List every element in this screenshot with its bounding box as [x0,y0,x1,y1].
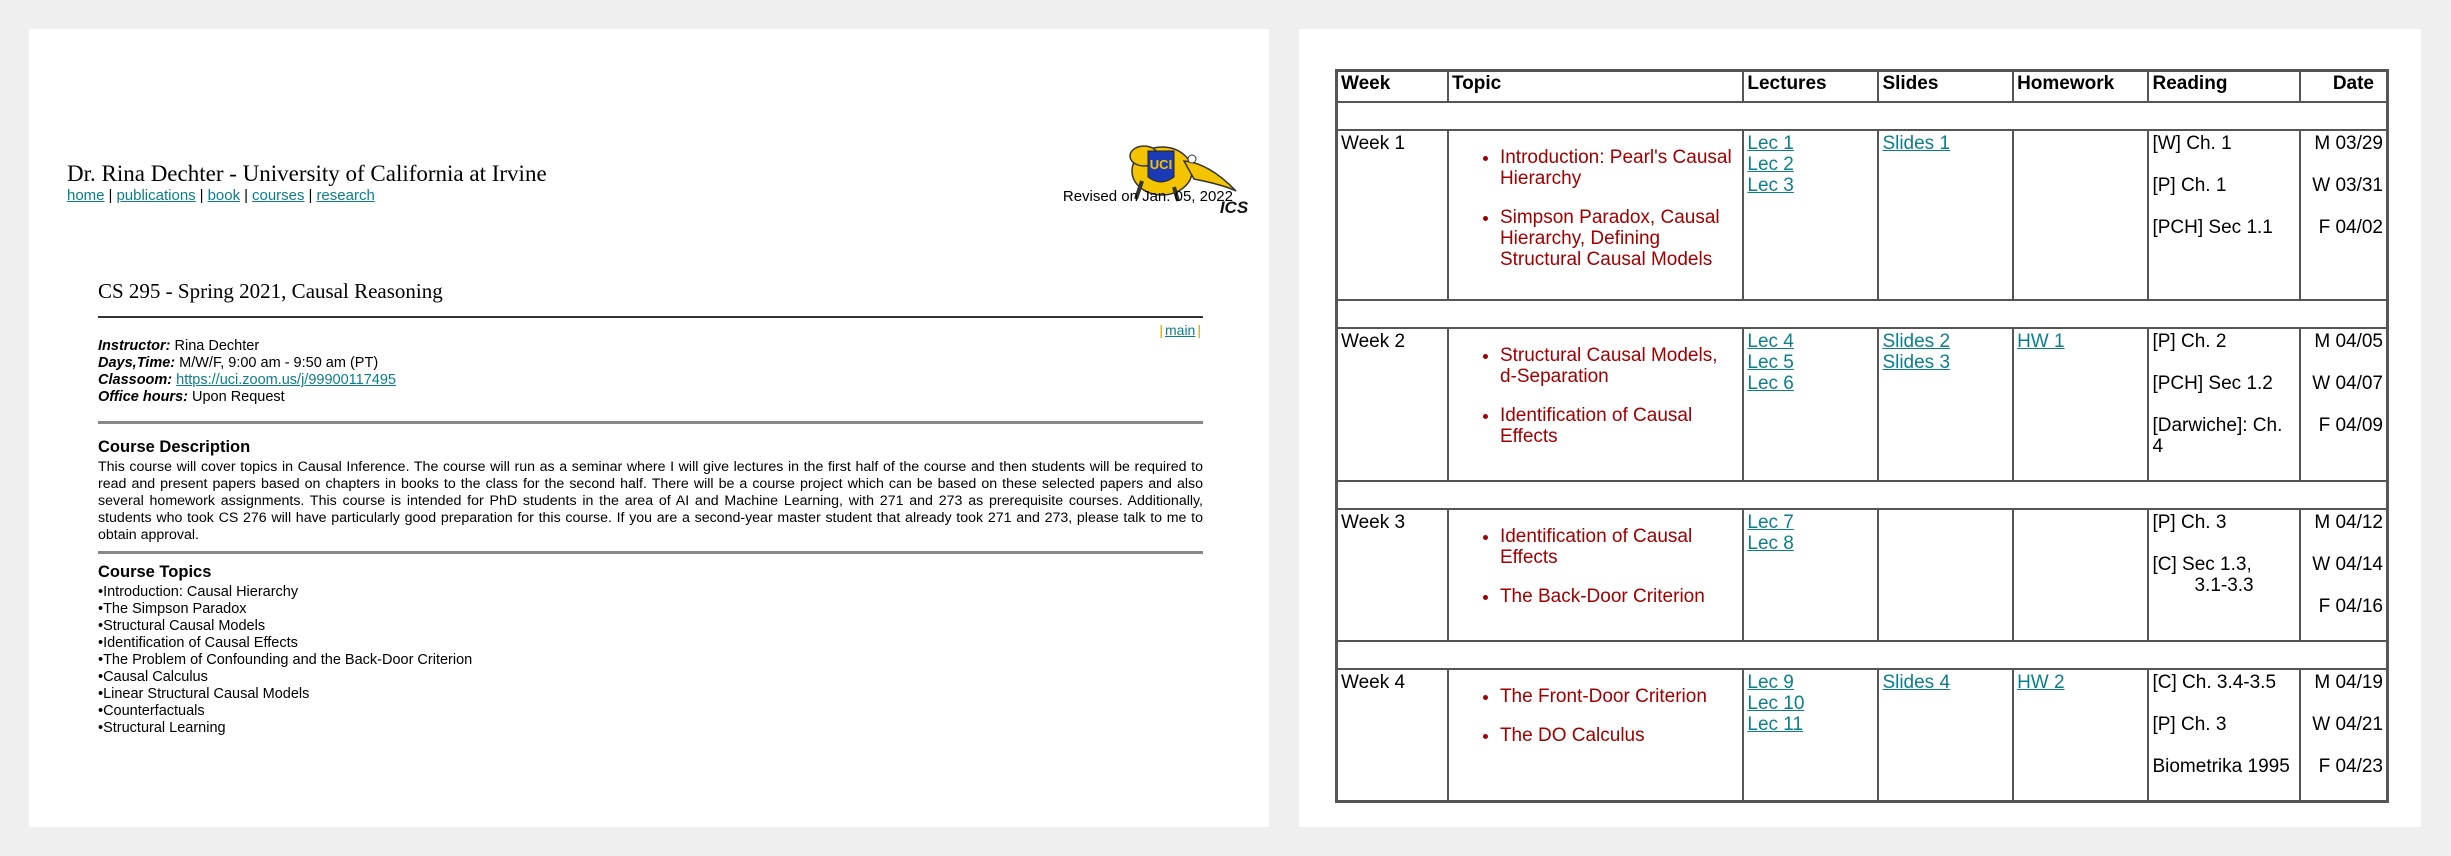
topic-item: • Linear Structural Causal Models [98,686,472,703]
topic-item: • Identification of Causal Effects [1500,526,1739,568]
description-heading: Course Description [98,438,251,456]
slides-link[interactable]: Slides 2 [1882,331,1951,352]
topics-heading: Course Topics [98,563,212,581]
lecture-link[interactable]: Lec 6 [1747,373,1794,394]
slides-link[interactable]: Slides 3 [1882,352,1951,373]
lecture-link[interactable]: Lec 7 [1747,512,1794,533]
schedule-page [1299,29,2421,827]
topic-cell [1448,328,1743,481]
table-row [1337,669,2387,801]
date-cell [2300,669,2387,801]
homework-cell [2013,328,2148,481]
office-hours-value: Upon Request [192,389,285,405]
date-item: M 04/19 [2314,672,2383,693]
lecture-link[interactable]: Lec 1 [1747,133,1794,154]
nav-courses-link[interactable]: courses [252,187,305,204]
lecture-link[interactable]: Lec 11 [1747,714,1804,735]
week-cell: Week 2 [1337,328,1448,481]
schedule-table [1335,69,2389,803]
course-description [98,438,1203,544]
slides-cell [1878,509,2013,641]
office-hours-label: Office hours: [98,389,188,405]
reading-item: Biometrika 1995 [2152,756,2290,777]
divider [98,421,1203,424]
header-date: Date [2300,71,2387,102]
divider [98,551,1203,554]
date-item: W 04/07 [2312,373,2383,394]
reading-item: [PCH] Sec 1.2 [2152,373,2273,394]
table-row [1337,130,2387,300]
topic-item: • Structural Causal Models [98,618,472,635]
lectures-cell [1743,130,1878,300]
date-cell [2300,130,2387,300]
reading-item: [C] Sec 1.3, [2152,554,2252,575]
lecture-link[interactable]: Lec 8 [1747,533,1794,554]
date-item: W 04/14 [2312,554,2383,575]
lecture-link[interactable]: Lec 3 [1747,175,1794,196]
reading-item: [P] Ch. 3 [2152,714,2227,735]
nav-home-link[interactable]: home [67,187,105,204]
site-nav: home | publications | book | courses | research [67,187,375,204]
instructor-value: Rina Dechter [174,338,260,354]
topic-item: • Structural Learning [98,720,472,737]
week-cell: Week 1 [1337,130,1448,300]
lectures-cell [1743,669,1878,801]
header-week: Week [1337,71,1448,102]
header-slides: Slides [1878,71,2013,102]
classroom-label: Classoom: [98,372,173,388]
slides-cell [1878,669,2013,801]
site-title: Dr. Rina Dechter - University of California at Irvine [67,161,547,186]
topic-item: • The DO Calculus [1500,725,1739,746]
nav-book-link[interactable]: book [207,187,241,204]
logo-sub-text: ICS [1219,198,1249,217]
course-topics [98,563,472,737]
divider [98,316,1203,318]
date-item: W 04/21 [2312,714,2383,735]
spacer-row [1337,300,2387,328]
lecture-link[interactable]: Lec 2 [1747,154,1794,175]
reading-cell [2148,669,2299,801]
reading-item: [P] Ch. 3 [2152,512,2227,533]
homework-link[interactable]: HW 1 [2017,331,2065,352]
main-link-wrapper: | main | [1159,322,1201,338]
slides-cell [1878,130,2013,300]
course-title: CS 295 - Spring 2021, Causal Reasoning [98,279,443,303]
date-item: F 04/16 [2318,596,2383,617]
topic-cell [1448,509,1743,641]
reading-item: [P] Ch. 1 [2152,175,2227,196]
reading-item: [P] Ch. 2 [2152,331,2227,352]
table-row [1337,509,2387,641]
course-info-page [29,29,1269,827]
topic-item: • Introduction: Pearl's Causal Hierarchy [1500,147,1739,189]
topic-item: • Simpson Paradox, Causal Hierarchy, Defining Structural Causal Models [1500,207,1739,270]
topic-item: • The Simpson Paradox [98,601,472,618]
main-link[interactable]: main [1165,322,1196,338]
reading-item: [PCH] Sec 1.1 [2152,217,2273,238]
date-item: W 03/31 [2312,175,2383,196]
reading-item: [C] Ch. 3.4-3.5 [2152,672,2277,693]
spacer-row [1337,102,2387,130]
description-text: This course will cover topics in Causal Inference. The course will run as a seminar where I will give lectures in the first half of the course and then students will be required to read and present papers based on chapters in books to the class for the second half. There will be a course project which can be based on these selected papers and also several homework assignments. This course is intended for PhD students in the area of AI and Machine Learning, with 271 and 273 as prerequisite courses. Additionally, students who took CS 276 will have particularly good preparation for this course. If you are a second-year master student that already took 271 and 273, please talk to me to obtain approval. [98,459,1203,543]
nav-publications-link[interactable]: publications [116,187,196,204]
instructor-label: Instructor: [98,338,171,354]
week-cell: Week 4 [1337,669,1448,801]
lecture-link[interactable]: Lec 10 [1747,693,1805,714]
reading-cell [2148,509,2299,641]
logo-text: UCI [1149,157,1173,172]
topic-item: • Counterfactuals [98,703,472,720]
date-item: F 04/02 [2318,217,2383,238]
uci-anteater-logo [1114,121,1264,221]
header-lectures: Lectures [1743,71,1878,102]
lecture-link[interactable]: Lec 4 [1747,331,1794,352]
topic-item: • Identification of Causal Effects [98,635,472,652]
homework-link[interactable]: HW 2 [2017,672,2065,693]
spacer-row [1337,481,2387,509]
reading-item: [W] Ch. 1 [2152,133,2232,154]
topic-item: • Identification of Causal Effects [1500,405,1739,447]
slides-cell [1878,328,2013,481]
date-item: M 04/05 [2314,331,2383,352]
reading-cell [2148,130,2299,300]
homework-cell [2013,130,2148,300]
revised-date: Revised on Jan. 05, 2022 [1062,188,1233,205]
lectures-cell [1743,328,1878,481]
slides-link[interactable]: Slides 1 [1882,133,1951,154]
classroom-zoom-link[interactable]: https://uci.zoom.us/j/99900117495 [176,372,396,388]
homework-cell [2013,669,2148,801]
date-item: M 03/29 [2314,133,2383,154]
slides-link[interactable]: Slides 4 [1882,672,1951,693]
topics-list [98,584,472,737]
header-topic: Topic [1448,71,1743,102]
header-reading: Reading [2148,71,2299,102]
spacer-row [1337,641,2387,669]
course-info [98,338,396,406]
reading-item: [Darwiche]: Ch. 4 [2152,415,2283,457]
header-homework: Homework [2013,71,2148,102]
date-item: M 04/12 [2314,512,2383,533]
days-label: Days,Time: [98,355,176,371]
topic-item: • Structural Causal Models, d-Separation [1500,345,1739,387]
nav-research-link[interactable]: research [316,187,375,204]
topic-cell [1448,669,1743,801]
topic-item: • Causal Calculus [98,669,472,686]
lectures-cell [1743,509,1878,641]
topic-cell [1448,130,1743,300]
homework-cell [2013,509,2148,641]
week-cell: Week 3 [1337,509,1448,641]
topic-item: • The Front-Door Criterion [1500,686,1739,707]
reading-item: 3.1-3.3 [2194,575,2254,596]
lecture-link[interactable]: Lec 5 [1747,352,1794,373]
lecture-link[interactable]: Lec 9 [1747,672,1794,693]
topic-item: • The Problem of Confounding and the Back-Door Criterion [98,652,472,669]
topic-item: • Introduction: Causal Hierarchy [98,584,472,601]
days-value: M/W/F, 9:00 am - 9:50 am (PT) [179,355,379,371]
date-item: F 04/23 [2318,756,2383,777]
date-cell [2300,509,2387,641]
reading-cell [2148,328,2299,481]
topic-item: • The Back-Door Criterion [1500,586,1739,607]
table-row [1337,328,2387,481]
schedule-header-row [1337,71,2387,102]
date-item: F 04/09 [2318,415,2383,436]
date-cell [2300,328,2387,481]
